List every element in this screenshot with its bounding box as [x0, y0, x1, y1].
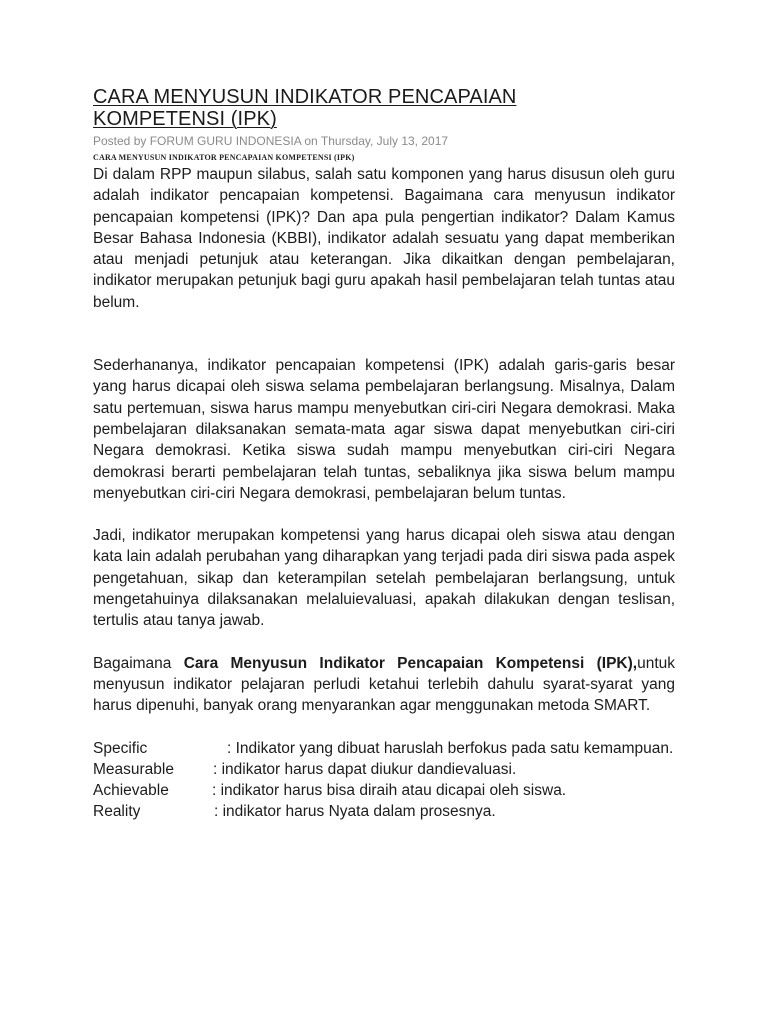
smart-criteria-list [93, 738, 675, 823]
paragraph4-bold-title: Cara Menyusun Indikator Pencapaian Kompetensi (IPK), [183, 654, 638, 672]
paragraph4-rest: untuk menyusun indikator pelajaran perludi ketahui terlebih dahulu syarat-syarat yang harus dipenuhi, banyak orang menyarankan agar menggunakan metoda SMART. [93, 654, 675, 715]
posted-by-label: Posted by [93, 134, 150, 148]
smart-desc: : indikator harus Nyata dalam prosesnya. [214, 803, 496, 821]
smart-term: Measurable [93, 760, 174, 778]
post-date: Thursday, July 13, 2017 [320, 134, 449, 148]
body-paragraph-3: Jadi, indikator merupakan kompetensi yang harus dicapai oleh siswa atau dengan kata lain adalah perubahan yang diharapkan yang terjadi pada diri siswa pada aspek pengetahuan, sikap dan keterampilan setelah pembelajaran berlangsung, untuk mengetahuinya dilaksanakan melaluievaluasi, apakah dilakukan dengan teslisan, tertulis atau tanya jawab. [93, 527, 675, 630]
article-subheading: CARA MENYUSUN INDIKATOR PENCAPAIAN KOMPETENSI (IPK) [93, 153, 355, 162]
smart-term: Specific [93, 739, 148, 757]
article-title-line1: CARA MENYUSUN INDIKATOR PENCAPAIAN [93, 86, 517, 108]
smart-item-specific [93, 738, 675, 759]
body-paragraph-4 [93, 653, 675, 717]
smart-term: Reality [93, 803, 141, 821]
smart-desc: : indikator harus bisa diraih atau dicapai oleh siswa. [212, 782, 567, 800]
article-title-line2: KOMPETENSI (IPK) [93, 108, 277, 130]
post-meta [93, 134, 675, 148]
post-author: FORUM GURU INDONESIA [149, 134, 302, 148]
smart-item-reality [93, 801, 675, 822]
body-paragraph-1: Di dalam RPP maupun silabus, salah satu komponen yang harus disusun oleh guru adalah indikator pencapaian kompetensi. Bagaimana cara menyusun indikator pencapaian kompetensi (IPK)? Dan apa pula pengertian indikator? Dalam Kamus Besar Bahasa Indonesia (KBBI), indikator adalah sesuatu yang dapat memberikan atau menjadi petunjuk atau keterangan. Jika dikaitkan dengan pembelajaran, indikator merupakan petunjuk bagi guru apakah hasil pembelajaran telah tuntas atau belum. [93, 166, 675, 311]
smart-term: Achievable [93, 782, 169, 800]
smart-item-measurable [93, 759, 675, 780]
article-title [93, 86, 675, 130]
posted-on-label: on [301, 134, 321, 148]
smart-desc: : indikator harus dapat diukur dandievaluasi. [213, 760, 517, 778]
body-paragraph-2: Sederhananya, indikator pencapaian kompetensi (IPK) adalah garis-garis besar yang harus dicapai oleh siswa selama pembelajaran berlangsung. Misalnya, Dalam satu pertemuan, siswa harus mampu menyebutkan ciri-ciri Negara demokrasi. Maka pembelajaran dilaksanakan semata-mata agar siswa dapat menyebutkan ciri-ciri Negara demokrasi. Ketika siswa sudah mampu menyebutkan ciri-ciri Negara demokrasi berarti pembelajaran telah tuntas, sebaliknya jika siswa belum mampu menyebutkan ciri-ciri Negara demokrasi, pembelajaran belum tuntas. [93, 357, 675, 502]
document-page [93, 86, 675, 823]
paragraph4-prefix: Bagaimana [93, 654, 184, 672]
smart-item-achievable [93, 780, 675, 801]
smart-desc: : Indikator yang dibuat haruslah berfokus pada satu kemampuan. [227, 739, 674, 757]
